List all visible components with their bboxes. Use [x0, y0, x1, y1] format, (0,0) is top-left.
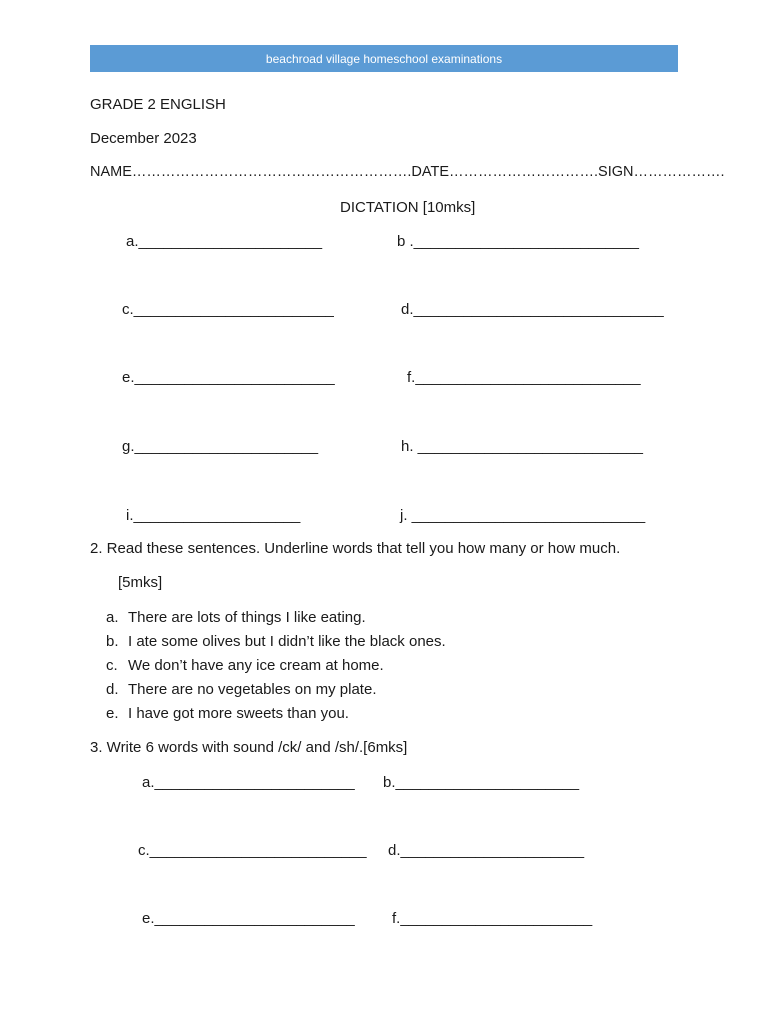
dictation-blank-d[interactable]: d.______________________________	[401, 301, 664, 318]
dictation-blank-c[interactable]: c.________________________	[122, 301, 334, 318]
dictation-blank-j[interactable]: j. ____________________________	[400, 507, 646, 524]
list-item	[106, 706, 506, 722]
sentence-text: We don’t have any ice cream at home.	[128, 657, 384, 674]
list-item	[106, 682, 506, 698]
list-marker: d.	[106, 681, 119, 698]
word-blank-d[interactable]: d.______________________	[388, 842, 585, 859]
dictation-blank-f[interactable]: f.___________________________	[407, 369, 641, 386]
list-marker: e.	[106, 705, 119, 722]
grade-heading: GRADE 2 ENGLISH	[90, 96, 226, 113]
list-marker: c.	[106, 657, 118, 674]
dictation-blank-e[interactable]: e.________________________	[122, 369, 335, 386]
question-2-marks: [5mks]	[118, 574, 163, 591]
dictation-blank-b[interactable]: b .___________________________	[397, 233, 639, 250]
dictation-blank-a[interactable]: a.______________________	[126, 233, 323, 250]
list-marker: a.	[106, 609, 119, 626]
sentence-text: There are no vegetables on my plate.	[128, 681, 377, 698]
dictation-blank-h[interactable]: h. ___________________________	[401, 438, 643, 455]
sentence-text: There are lots of things I like eating.	[128, 609, 366, 626]
dictation-title: DICTATION [10mks]	[340, 199, 476, 216]
list-item	[106, 610, 506, 626]
question-2-prompt: 2. Read these sentences. Underline words that tell you how many or how much.	[90, 540, 621, 557]
sentence-text: I have got more sweets than you.	[128, 705, 349, 722]
word-blank-a[interactable]: a.________________________	[142, 774, 355, 791]
dictation-blank-i[interactable]: i.____________________	[126, 507, 301, 524]
list-item	[106, 634, 506, 650]
word-blank-f[interactable]: f._______________________	[392, 910, 593, 927]
list-item	[106, 658, 506, 674]
word-blank-c[interactable]: c.__________________________	[138, 842, 367, 859]
word-blank-b[interactable]: b.______________________	[383, 774, 580, 791]
sentence-text: I ate some olives but I didn’t like the black ones.	[128, 633, 446, 650]
list-marker: b.	[106, 633, 119, 650]
word-blank-e[interactable]: e.________________________	[142, 910, 355, 927]
dictation-blank-g[interactable]: g.______________________	[122, 438, 319, 455]
question-3-prompt: 3. Write 6 words with sound /ck/ and /sh/.[6mks]	[90, 739, 408, 756]
name-date-sign-line: NAME………………………………………………….DATE………………………….SIGN……………….	[90, 164, 725, 180]
exam-date: December 2023	[90, 130, 197, 147]
header-banner: beachroad village homeschool examinations	[90, 45, 678, 72]
